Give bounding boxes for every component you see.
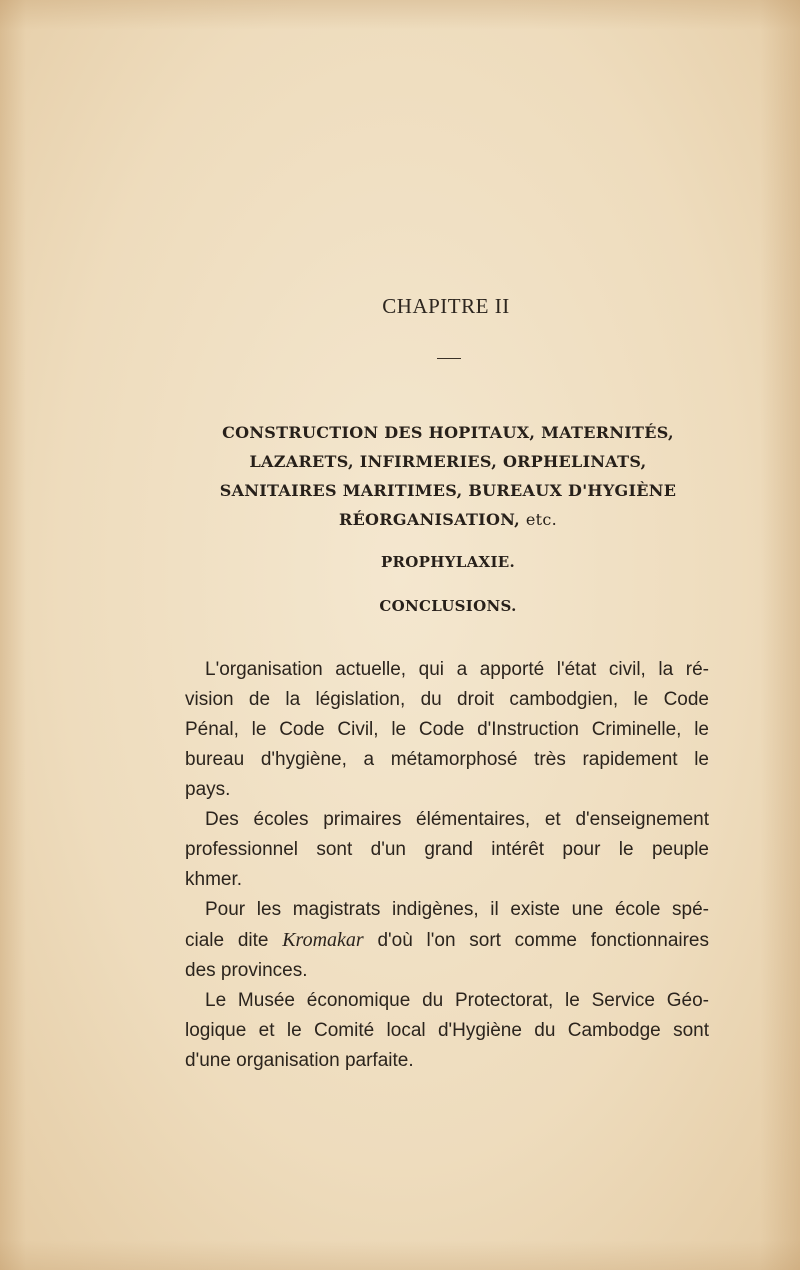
paragraph-3: [185, 895, 709, 986]
subheading-conclusions: CONCLUSIONS.: [379, 597, 517, 615]
paragraph-1-line-1: L'organisation actuelle, qui a apporté l'état civil, la ré-: [205, 659, 709, 680]
paragraph-3-line-2-post: d'où l'on sort comme fonctionnaires: [377, 930, 710, 951]
paragraph-3-line-2: [185, 925, 709, 956]
page-edge-shadow-bottom: [0, 1240, 800, 1270]
paragraph-4: [185, 986, 709, 1076]
heading-line-3: SANITAIRES MARITIMES, BUREAUX D'HYGIÈNE: [219, 481, 677, 500]
paragraph-2-line-2: professionnel sont d'un grand intérêt pour le peuple: [185, 839, 709, 860]
paragraph-4-line-2: logique et le Comité local d'Hygiène du Cambodge sont: [185, 1020, 709, 1041]
heading-etc: etc.: [525, 510, 558, 529]
body-text: [185, 655, 709, 1076]
page-edge-shadow-right: [760, 0, 800, 1270]
paragraph-1-line-3: Pénal, le Code Civil, le Code d'Instruction Criminelle, le: [185, 719, 709, 740]
heading-line-2: LAZARETS, INFIRMERIES, ORPHELINATS,: [249, 452, 647, 471]
paragraph-2-line-3: khmer.: [185, 869, 243, 890]
paragraph-1: [185, 655, 709, 805]
heading-line-4-text: RÉORGANISATION,: [338, 510, 520, 529]
paragraph-2: [185, 805, 709, 895]
paragraph-1-line-2: vision de la législation, du droit cambodgien, le Code: [185, 689, 709, 710]
paragraph-3-line-1: Pour les magistrats indigènes, il existe une école spé-: [205, 899, 709, 920]
paragraph-2-line-1: Des écoles primaires élémentaires, et d'enseignement: [205, 809, 709, 830]
paragraph-3-line-2-pre: ciale dite: [185, 930, 269, 951]
paragraph-3-line-3: des provinces.: [185, 960, 308, 981]
chapter-heading: [200, 418, 696, 534]
paragraph-4-line-1: Le Musée économique du Protectorat, le Service Géo-: [205, 990, 709, 1011]
page-edge-shadow-top: [0, 0, 800, 30]
chapter-title: CHAPITRE II: [382, 294, 510, 318]
heading-line-1: CONSTRUCTION DES HOPITAUX, MATERNITÉS,: [222, 423, 674, 442]
heading-line-4: [200, 505, 696, 534]
paragraph-4-line-3: d'une organisation parfaite.: [185, 1050, 414, 1071]
paragraph-1-line-5: pays.: [185, 779, 231, 800]
title-divider: [437, 358, 461, 359]
subheading-prophylaxie: PROPHYLAXIE.: [380, 553, 516, 571]
paragraph-1-line-4: bureau d'hygiène, a métamorphosé très rapidement le: [185, 749, 709, 770]
term-kromakar: Kromakar: [282, 929, 364, 951]
page-edge-shadow-left: [0, 0, 26, 1270]
